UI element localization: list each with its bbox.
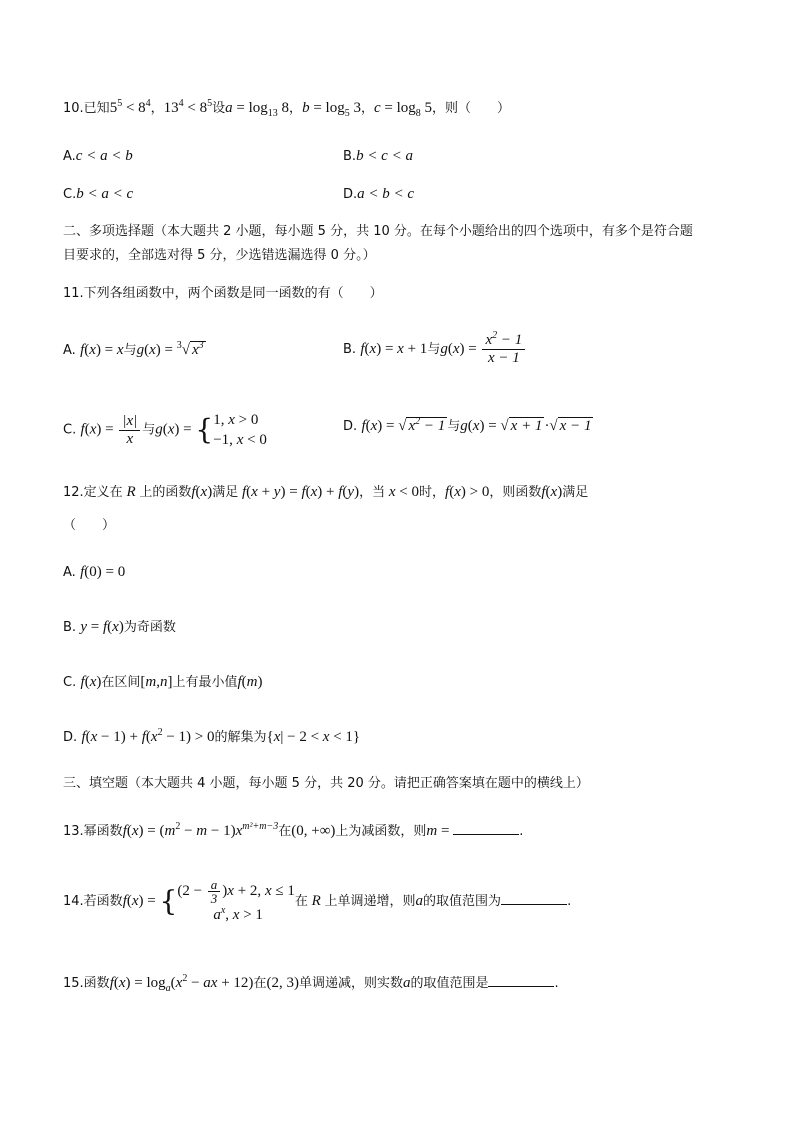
question-10-stem: 10.已知$5^5 < 8^4$，$13^4 < 8^5$设$a = \log_{13} 8$，$b = \log_5 3$，$c = \log_8 5$，则（ ） bbox=[63, 98, 511, 119]
math-expr: $13^4 < 8^5$ bbox=[163, 98, 213, 116]
question-11-option-b[interactable]: B. f(x) = x + 1与g(x) = $\frac{x^2 - 1}{x - 1}$ bbox=[343, 332, 527, 367]
math-expr: $5^5 < 8^4$ bbox=[109, 98, 151, 116]
question-11-option-a[interactable]: A. f(x) = x与g(x) = $^3$√ $x^3$ bbox=[63, 340, 204, 358]
question-11-option-c[interactable]: C. f(x) = $\frac{|x|}{x}$ 与g(x) = { 1, x > 0 −1, x < 0 bbox=[63, 412, 267, 448]
question-12-option-b[interactable]: B. y = f(x)为奇函数 bbox=[63, 619, 176, 635]
question-10-option-d[interactable]: D.a < b < c bbox=[343, 186, 415, 202]
piecewise: (2 − $\frac{a}{3}$ )x + 2, x ≤ 1 $a^x$, x > 1 bbox=[177, 877, 295, 923]
piecewise: 1, x > 0 −1, x < 0 bbox=[213, 412, 267, 448]
question-15: 15.函数$f(x) = \log_a(x^2$ − ax + 12)在(2, 3)单调递减，则实数a的取值范围是 . bbox=[63, 973, 559, 994]
question-10-option-a[interactable]: A.c < a < b bbox=[63, 148, 133, 164]
question-10-option-c[interactable]: C.b < a < c bbox=[63, 186, 134, 202]
question-14: 14.若函数f(x) = { (2 − $\frac{a}{3}$ )x + 2, x ≤ 1 $a^x$, x > 1 在 R 上单调递增，则a的取值范围为 . bbox=[63, 877, 572, 923]
question-12-stem-cont: （ ） bbox=[63, 518, 116, 533]
question-11-option-d[interactable]: D. f(x) = √ $x^2 - 1$ 与g(x) = √ x + 1 ·√ x − 1 bbox=[343, 416, 592, 434]
question-12-option-d[interactable]: D. $f(x - 1) + f(x^2 - 1) > 0$的解集为{x| − 2 < x < 1} bbox=[63, 727, 361, 745]
question-12-option-c[interactable]: C. f(x)在区间[m,n]上有最小值f(m) bbox=[63, 674, 263, 690]
question-13: 13.幂函数$f(x) = (m^2 - m - 1)x^{m^2+m-3}$在(0, +∞)上为减函数，则m = . bbox=[63, 821, 524, 839]
fraction: $\frac{x^2 - 1}{x - 1}$ bbox=[482, 332, 525, 367]
section-2-heading-cont: 目要求的，全部选对得 5 分，少选错选漏选得 0 分。） bbox=[63, 248, 376, 263]
question-11-stem: 11.下列各组函数中，两个函数是同一函数的有（ ） bbox=[63, 286, 383, 301]
section-3-heading: 三、填空题（本大题共 4 小题，每小题 5 分，共 20 分。请把正确答案填在题中的横线上） bbox=[63, 776, 589, 791]
fraction: $\frac{|x|}{x}$ bbox=[119, 413, 140, 448]
question-12-option-a[interactable]: A. f(0) = 0 bbox=[63, 564, 126, 580]
answer-blank[interactable] bbox=[453, 820, 519, 835]
question-12-stem: 12.定义在 R 上的函数f(x)满足 f(x + y) = f(x) + f(y)，当 x < 0时，f(x) > 0，则函数f(x)满足 bbox=[63, 484, 589, 500]
answer-blank[interactable] bbox=[488, 972, 554, 987]
answer-blank[interactable] bbox=[501, 890, 567, 905]
math-expr: a bbox=[225, 100, 233, 116]
question-10-option-b[interactable]: B.b < c < a bbox=[343, 148, 413, 164]
section-2-heading: 二、多项选择题（本大题共 2 小题，每小题 5 分，共 10 分。在每个小题给出的四个选项中，有多个是符合题 bbox=[63, 224, 693, 239]
